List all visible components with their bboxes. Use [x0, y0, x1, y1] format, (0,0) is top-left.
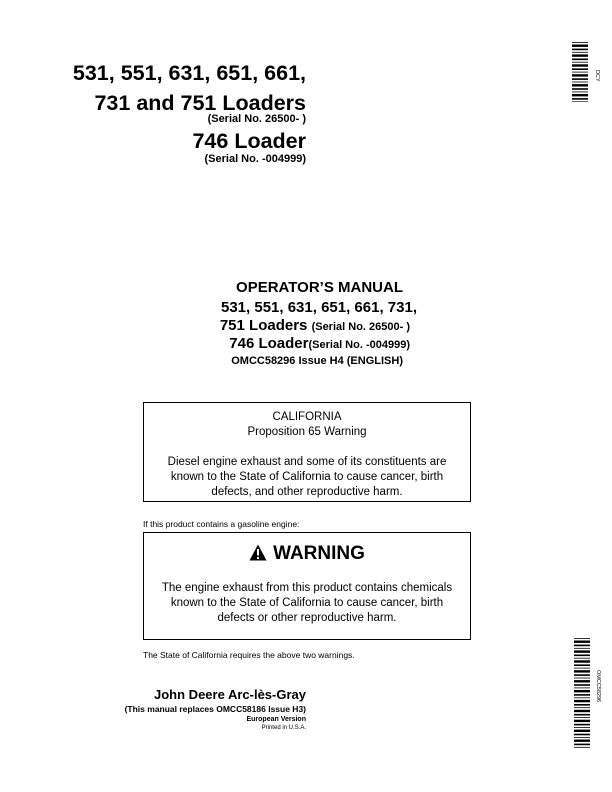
warning-heading-row [144, 543, 470, 565]
warning-box [143, 532, 471, 640]
barcode-top-graphic [572, 42, 588, 102]
warning-heading: WARNING [273, 543, 365, 564]
warning-body-line3: defects or other reproductive harm. [217, 612, 397, 624]
manual-line2-models: 751 Loaders [219, 317, 308, 334]
barcode-bottom [574, 638, 590, 748]
manual-line3 [150, 335, 410, 352]
manual-line2 [150, 317, 410, 334]
warning-body-line2: known to the State of California to cause cancer, birth [170, 597, 444, 609]
barcode-bottom-graphic [574, 638, 590, 748]
warning-body-line1: The engine exhaust from this product contains chemicals [161, 582, 453, 594]
printed-note: Printed in U.S.A. [261, 725, 306, 731]
manual-line3-model: 746 Loader [229, 335, 309, 352]
manual-publication: OMCC58296 Issue H4 (ENGLISH) [231, 355, 403, 367]
manual-models: 531, 551, 631, 651, 661, 731, [220, 299, 417, 316]
gasoline-note: If this product contains a gasoline engine: [143, 519, 300, 529]
cover-serial-2: (Serial No. -004999) [204, 153, 306, 165]
california-body-line3: defects, and other reproductive harm. [211, 486, 403, 498]
replaces-note: (This manual replaces OMCC58186 Issue H3) [124, 704, 306, 714]
manual-title: OPERATOR’S MANUAL [236, 279, 403, 296]
cover-models-line1: 531, 551, 631, 651, 661, [72, 61, 306, 85]
company-name: John Deere Arc-lès-Gray [154, 687, 306, 702]
barcode-bottom-label: OMCC58296 [595, 670, 601, 703]
cover-model-746: 746 Loader [192, 129, 306, 153]
barcode-top-label: DCY [594, 70, 600, 82]
california-subtitle: Proposition 65 Warning [247, 426, 367, 438]
manual-line2-serial: (Serial No. 26500- ) [311, 321, 410, 333]
california-prop65-box [143, 402, 471, 502]
california-body-line1: Diesel engine exhaust and some of its constituents are [167, 456, 447, 468]
barcode-top [572, 42, 588, 102]
cover-models-line2: 731 and 751 Loaders [94, 91, 306, 115]
california-body-line2: known to the State of California to cause cancer, birth [170, 471, 444, 483]
manual-line3-serial: (Serial No. -004999) [308, 339, 410, 351]
warning-triangle-icon [249, 544, 267, 561]
california-title: CALIFORNIA [272, 411, 342, 423]
version-note: European Version [246, 716, 306, 723]
requirement-note: The State of California requires the above two warnings. [143, 650, 355, 660]
cover-serial-1: (Serial No. 26500- ) [207, 113, 306, 125]
